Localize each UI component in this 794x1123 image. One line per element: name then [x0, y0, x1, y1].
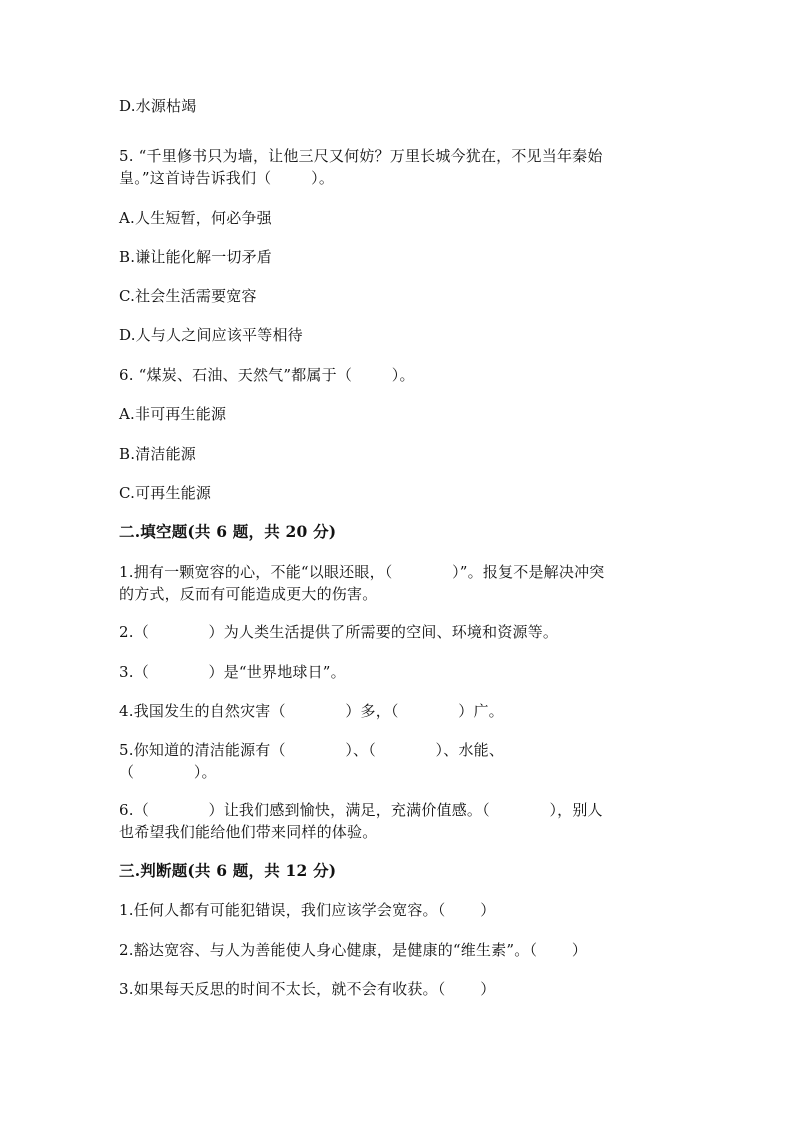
judge-q3: 3.如果每天反思的时间不太长，就不会有收获。（ ）: [119, 980, 496, 998]
q6-option-a: A.非可再生能源: [119, 405, 227, 423]
fill-q1-line2: 的方式，反而有可能造成更大的伤害。: [119, 585, 378, 603]
section-heading-fill-in: 二.填空题(共 6 题，共 20 分): [119, 522, 337, 541]
q6-option-c: C.可再生能源: [119, 484, 212, 502]
judge-q2: 2.豁达宽容、与人为善能使人身心健康，是健康的“维生素”。（ ）: [119, 941, 588, 959]
fill-q6-line2: 也希望我们能给他们带来同样的体验。: [119, 823, 378, 841]
fill-q2: 2.（ ）为人类生活提供了所需要的空间、环境和资源等。: [119, 623, 559, 641]
section-heading-true-false: 三.判断题(共 6 题，共 12 分): [119, 861, 337, 880]
fill-q1-line1: 1.拥有一颗宽容的心，不能“以眼还眼，（ ）”。报复不是解决冲突: [119, 563, 605, 581]
q5-option-a: A.人生短暂，何必争强: [119, 209, 272, 227]
judge-q1: 1.任何人都有可能犯错误，我们应该学会宽容。（ ）: [119, 901, 496, 919]
fill-q4: 4.我国发生的自然灾害（ ）多，（ ）广。: [119, 702, 504, 720]
q5-option-c: C.社会生活需要宽容: [119, 287, 257, 305]
fill-q3: 3.（ ）是“世界地球日”。: [119, 663, 346, 681]
q5-stem-line1: 5. “千里修书只为墙，让他三尺又何妨？万里长城今犹在，不见当年秦始: [119, 147, 603, 165]
fill-q5-line2: （ ）。: [119, 763, 217, 781]
q5-option-b: B.谦让能化解一切矛盾: [119, 248, 272, 266]
q5-stem-line2: 皇。”这首诗告诉我们（ ）。: [119, 169, 335, 187]
fill-q6-line1: 6.（ ）让我们感到愉快，满足，充满价值感。（ ），别人: [119, 801, 603, 819]
q5-option-d: D.人与人之间应该平等相待: [119, 326, 303, 344]
q6-option-b: B.清洁能源: [119, 445, 196, 463]
q6-stem: 6. “煤炭、石油、天然气”都属于（ ）。: [119, 366, 415, 384]
fill-q5-line1: 5.你知道的清洁能源有（ ）、（ ）、水能、: [119, 741, 505, 759]
q4-option-d: D.水源枯竭: [119, 97, 197, 115]
